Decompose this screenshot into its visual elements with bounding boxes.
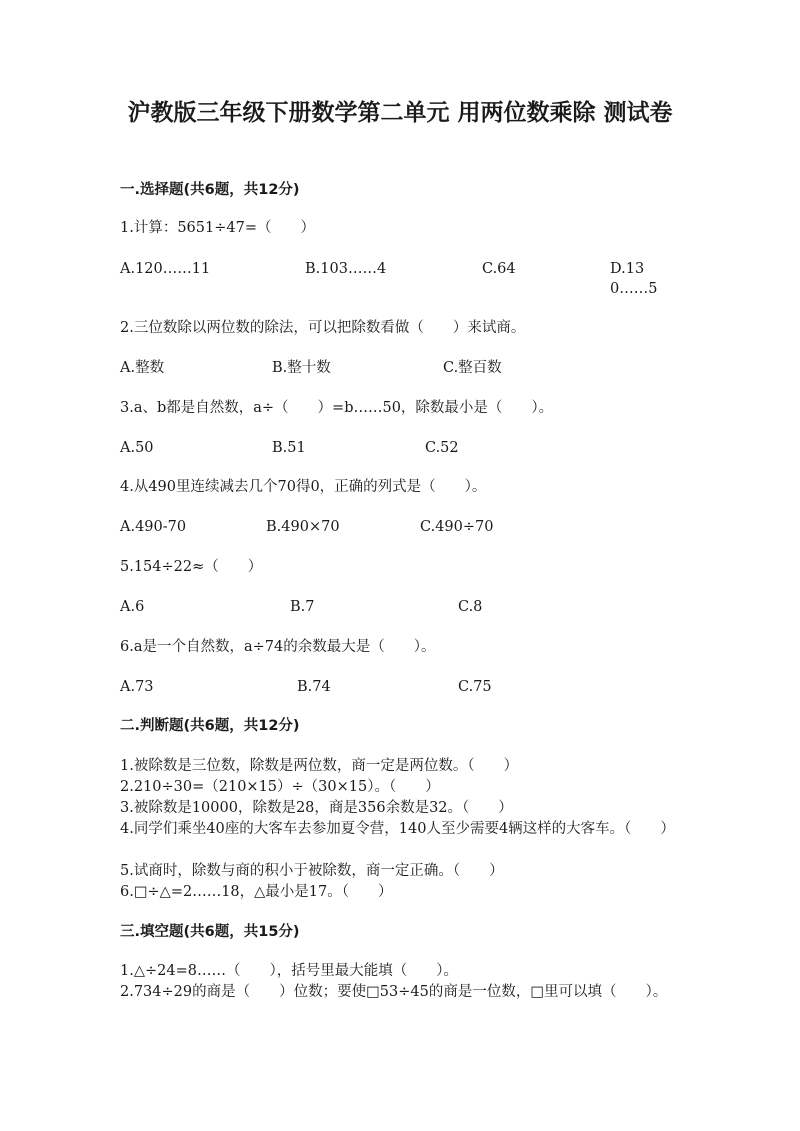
option-b: B.490×70	[266, 519, 340, 535]
option-a: A.490-70	[120, 519, 187, 535]
option-a: A.50	[120, 440, 154, 456]
option-d: D.130……5	[610, 261, 658, 297]
option-c: C.52	[425, 440, 459, 456]
option-c: C.64	[482, 261, 516, 277]
question-text: 2.210÷30=（210×15）÷（30×15）。（ ）	[120, 779, 440, 795]
option-c: C.490÷70	[420, 519, 494, 535]
question-text: 5.154÷22≈（ ）	[120, 559, 263, 575]
option-a: A.6	[120, 599, 145, 615]
question-text: 6.□÷△=2……18，△最小是17。（ ）	[120, 884, 393, 900]
option-a: A.整数	[120, 360, 165, 376]
question-text: 6.a是一个自然数，a÷74的余数最大是（ ）。	[120, 639, 436, 655]
option-b: B.7	[290, 599, 315, 615]
option-c: C.整百数	[443, 360, 502, 376]
section-heading-fill: 三.填空题(共6题，共15分)	[120, 924, 300, 940]
question-text: 5.试商时，除数与商的积小于被除数，商一定正确。（ ）	[120, 863, 504, 879]
question-text: 1.计算：5651÷47=（ ）	[120, 220, 315, 236]
option-a: A.120……11	[120, 261, 211, 277]
question-text: 4.同学们乘坐40座的大客车去参加夏令营，140人至少需要4辆这样的大客车。（ ）	[120, 821, 675, 837]
section-heading-choice: 一.选择题(共6题，共12分)	[120, 182, 300, 198]
option-c: C.8	[458, 599, 483, 615]
question-text: 1.被除数是三位数，除数是两位数，商一定是两位数。（ ）	[120, 758, 519, 774]
question-text: 3.a、b都是自然数，a÷（ ）=b……50，除数最小是（ ）。	[120, 400, 554, 416]
question-text: 2.734÷29的商是（ ）位数；要使□53÷45的商是一位数，□里可以填（ ）。	[120, 984, 668, 1000]
option-c: C.75	[458, 679, 492, 695]
option-a: A.73	[120, 679, 154, 695]
option-b: B.103……4	[305, 261, 387, 277]
question-text: 1.△÷24=8……（ ），括号里最大能填（ ）。	[120, 963, 458, 979]
question-text: 3.被除数是10000，除数是28，商是356余数是32。（ ）	[120, 800, 513, 816]
option-b: B.整十数	[272, 360, 331, 376]
question-text: 2.三位数除以两位数的除法，可以把除数看做（ ）来试商。	[120, 320, 526, 336]
page-title: 沪教版三年级下册数学第二单元 用两位数乘除 测试卷	[127, 100, 673, 126]
option-b: B.74	[297, 679, 331, 695]
question-text: 4.从490里连续减去几个70得0，正确的列式是（ ）。	[120, 479, 487, 495]
section-heading-judge: 二.判断题(共6题，共12分)	[120, 718, 300, 734]
option-b: B.51	[272, 440, 306, 456]
